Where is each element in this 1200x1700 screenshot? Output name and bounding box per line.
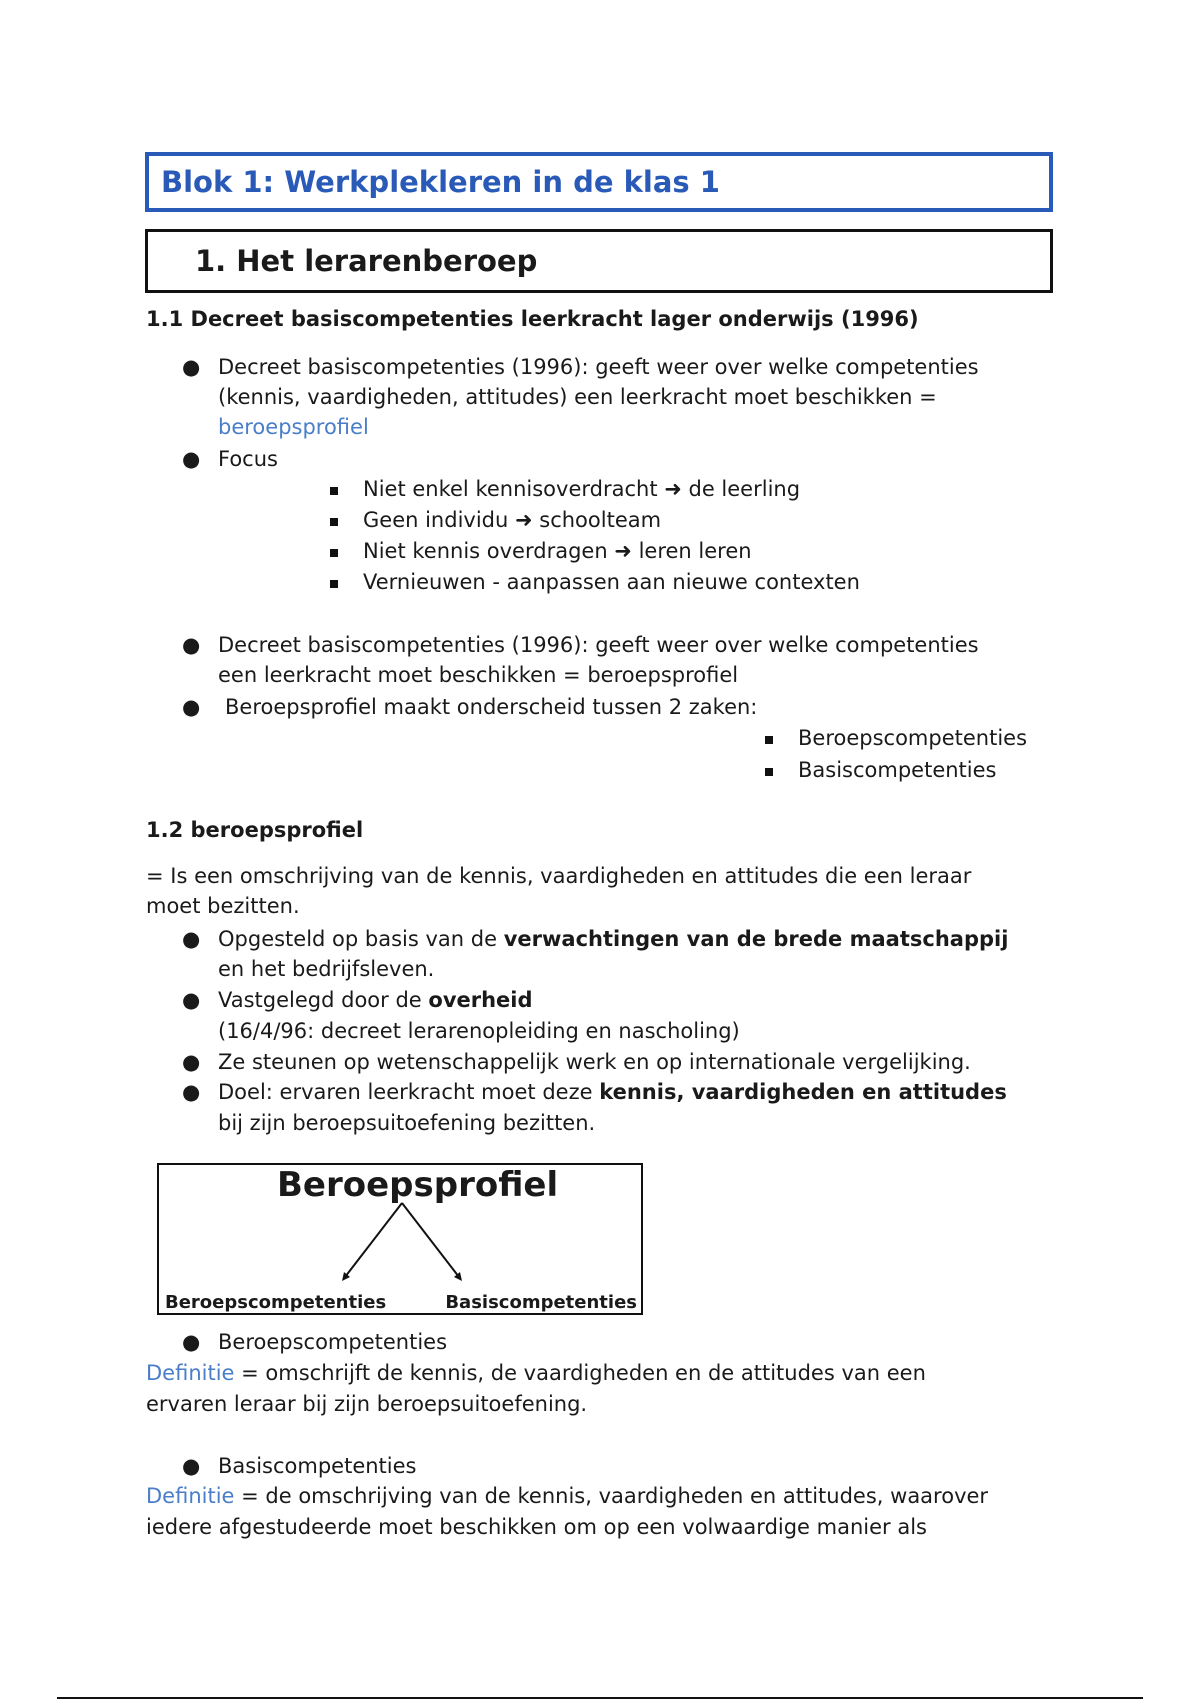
zaak-item: Basiscompetenties	[798, 758, 997, 782]
diagram-label-right: Basiscompetenties	[445, 1292, 637, 1313]
arrow-right-line	[402, 1203, 459, 1277]
bullet-dot: ●	[182, 633, 201, 657]
section-heading-1-1: 1.1 Decreet basiscompetenties leerkracht lager onderwijs (1996)	[146, 307, 919, 331]
s12-bullet1-line2: en het bedrijfsleven.	[218, 957, 435, 981]
square-bullet	[330, 549, 338, 557]
beroepsprofiel-diagram	[157, 1163, 643, 1315]
def2-line2: iedere afgestudeerde moet beschikken om op een volwaardige manier als	[146, 1515, 927, 1539]
s12-bullet4-line2: bij zijn beroepsuitoefening bezitten.	[218, 1111, 596, 1135]
def2-line1: Definitie = de omschrijving van de kennis, vaardigheden en attitudes, waarover	[146, 1484, 989, 1508]
def1-line2: ervaren leraar bij zijn beroepsuitoefening.	[146, 1392, 588, 1416]
diagram-title: Beroepsprofiel	[277, 1165, 559, 1205]
bullet-dot: ●	[182, 695, 201, 719]
s11-bullet-focus: Focus	[218, 447, 278, 471]
s11-bullet3-line1: Decreet basiscompetenties (1996): geeft weer over welke competenties	[218, 633, 979, 657]
chapter-heading: 1. Het lerarenberoep	[145, 229, 1053, 293]
definitie-link[interactable]: Definitie	[146, 1484, 235, 1508]
definitie-link[interactable]: Definitie	[146, 1361, 235, 1385]
focus-item: Niet enkel kennisoverdracht ➜ de leerling	[363, 477, 801, 501]
s11-bullet1-line1: Decreet basiscompetenties (1996): geeft weer over welke competenties	[218, 355, 979, 379]
def-bullet-basiscompetenties: Basiscompetenties	[218, 1454, 417, 1478]
arrow-left-line	[345, 1203, 402, 1277]
focus-item: Geen individu ➜ schoolteam	[363, 508, 662, 532]
focus-item: Vernieuwen - aanpassen aan nieuwe contexten	[363, 570, 860, 594]
square-bullet	[330, 518, 338, 526]
section-heading-1-2: 1.2 beroepsprofiel	[146, 818, 364, 842]
bullet-dot: ●	[182, 447, 201, 471]
bullet-dot: ●	[182, 1330, 201, 1354]
bullet-dot: ●	[182, 927, 201, 951]
square-bullet	[765, 736, 773, 744]
s11-bullet4: Beroepsprofiel maakt onderscheid tussen 2 zaken:	[225, 695, 758, 719]
s11-bullet1-line2: (kennis, vaardigheden, attitudes) een leerkracht moet beschikken =	[218, 385, 937, 409]
def-bullet-beroepscompetenties: Beroepscompetenties	[218, 1330, 448, 1354]
bullet-dot: ●	[182, 988, 201, 1012]
square-bullet	[330, 487, 338, 495]
s11-bullet3-line2: een leerkracht moet beschikken = beroepsprofiel	[218, 663, 739, 687]
page-bottom-rule	[57, 1697, 1143, 1699]
s12-bullet3: Ze steunen op wetenschappelijk werk en op internationale vergelijking.	[218, 1050, 971, 1074]
s12-intro-line2: moet bezitten.	[146, 894, 300, 918]
document-title: Blok 1: Werkplekleren in de klas 1	[145, 152, 1053, 212]
bullet-dot: ●	[182, 1050, 201, 1074]
bullet-dot: ●	[182, 1080, 201, 1104]
square-bullet	[765, 768, 773, 776]
zaak-item: Beroepscompetenties	[798, 726, 1028, 750]
s12-bullet2-line1: Vastgelegd door de overheid	[218, 988, 533, 1012]
s12-bullet4-line1: Doel: ervaren leerkracht moet deze kennis, vaardigheden en attitudes	[218, 1080, 1007, 1104]
def1-line1: Definitie = omschrijft de kennis, de vaardigheden en de attitudes van een	[146, 1361, 926, 1385]
focus-item: Niet kennis overdragen ➜ leren leren	[363, 539, 752, 563]
s12-bullet1-line1: Opgesteld op basis van de verwachtingen van de brede maatschappij	[218, 927, 1009, 951]
bullet-dot: ●	[182, 1454, 201, 1478]
diagram-label-left: Beroepscompetenties	[165, 1292, 387, 1313]
beroepsprofiel-link[interactable]: beroepsprofiel	[218, 415, 369, 439]
s12-bullet2-line2: (16/4/96: decreet lerarenopleiding en nascholing)	[218, 1019, 740, 1043]
s12-intro-line1: = Is een omschrijving van de kennis, vaardigheden en attitudes die een leraar	[146, 864, 972, 888]
square-bullet	[330, 580, 338, 588]
bullet-dot: ●	[182, 355, 201, 379]
